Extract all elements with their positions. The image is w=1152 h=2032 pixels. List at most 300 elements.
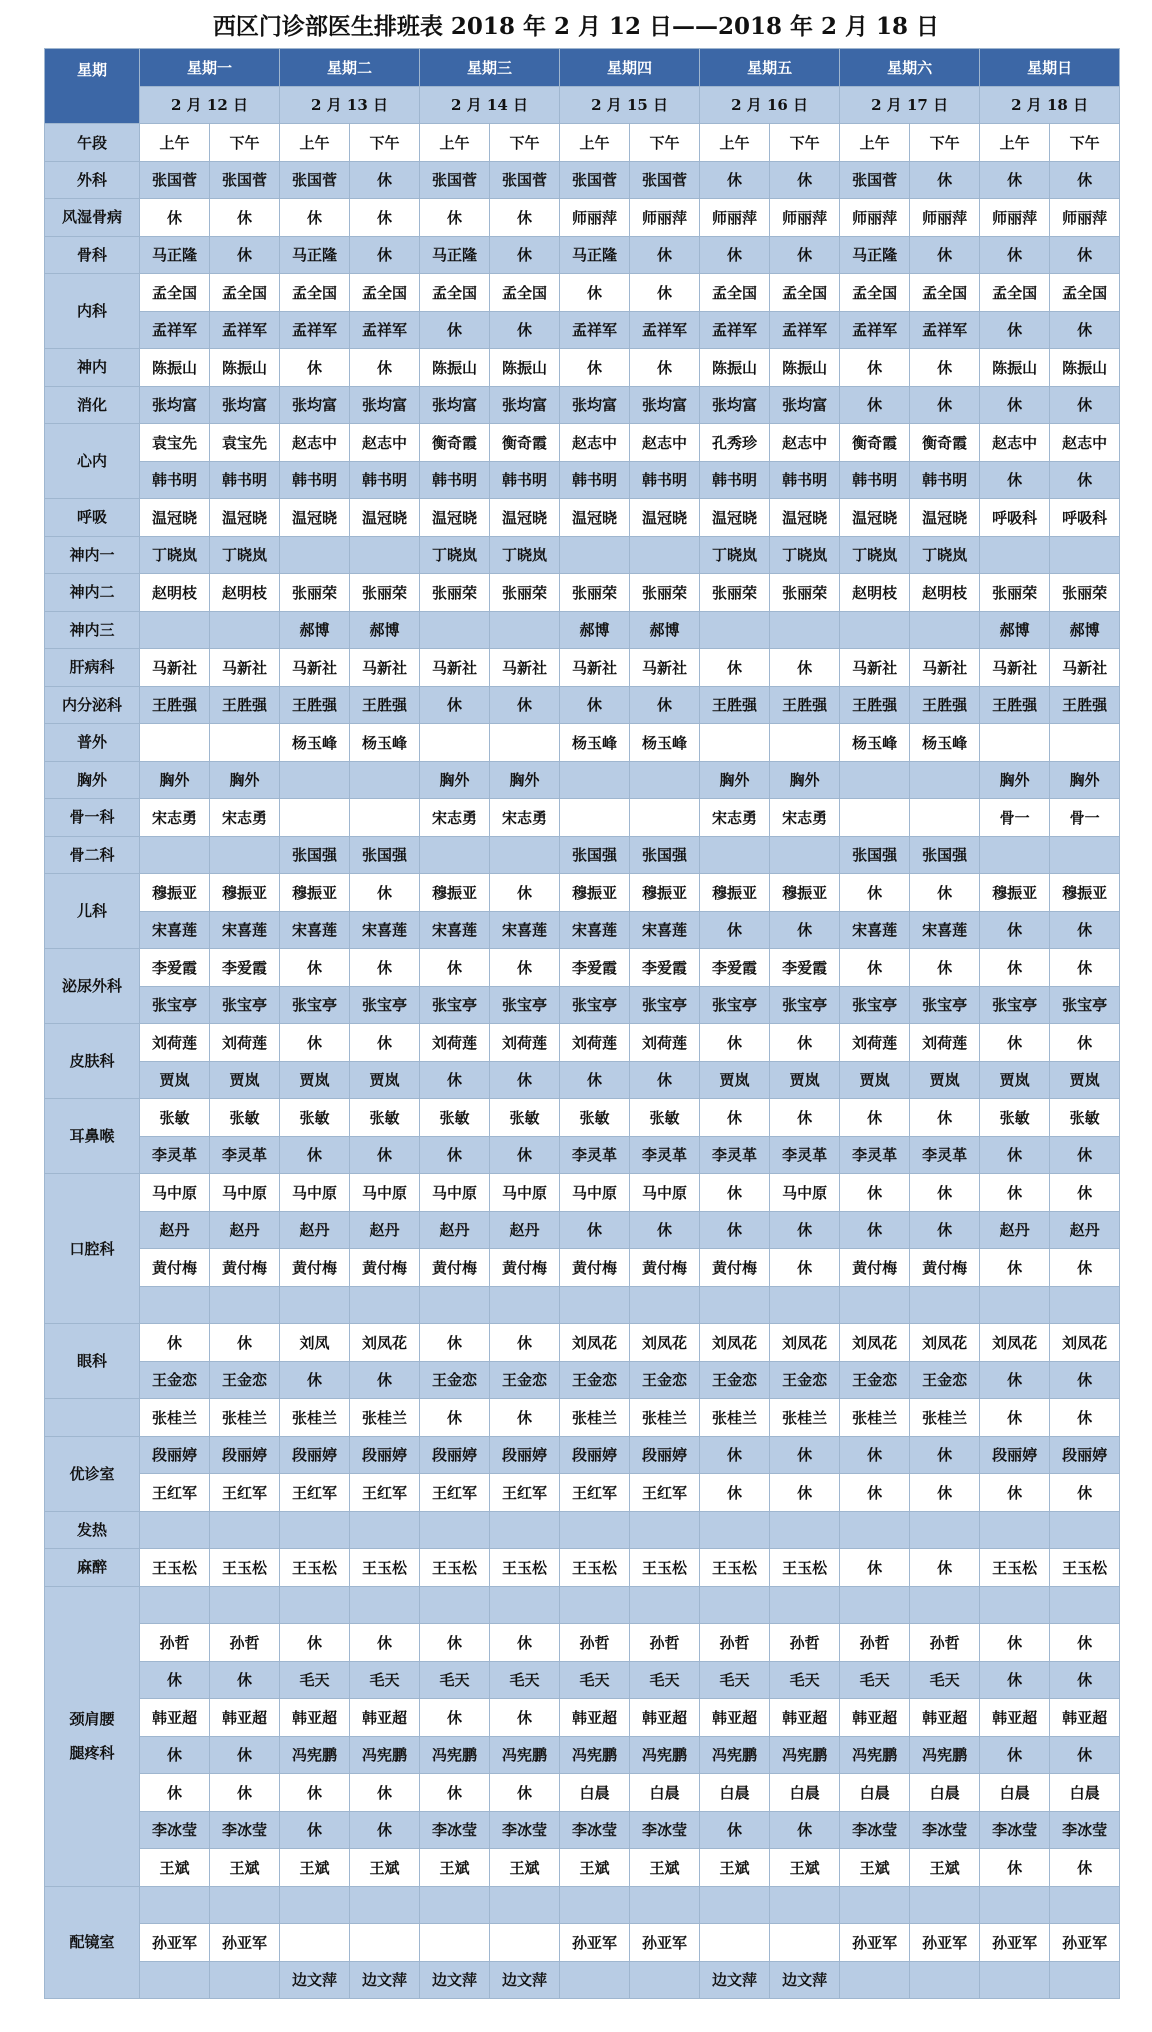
schedule-cell: 张均富 xyxy=(700,386,770,424)
schedule-cell: 孟祥军 xyxy=(210,311,280,349)
schedule-cell: 师丽萍 xyxy=(910,199,980,237)
schedule-cell: 休 xyxy=(210,1736,280,1774)
schedule-cell: 张桂兰 xyxy=(910,1399,980,1437)
schedule-row xyxy=(45,761,1120,799)
department-label: 心内 xyxy=(45,424,140,499)
schedule-cell: 韩书明 xyxy=(630,461,700,499)
schedule-cell: 胸外 xyxy=(140,761,210,799)
schedule-cell: 休 xyxy=(350,949,420,987)
schedule-cell: 休 xyxy=(1050,1361,1120,1399)
schedule-cell: 休 xyxy=(420,949,490,987)
schedule-cell: 白晨 xyxy=(630,1774,700,1812)
schedule-cell: 休 xyxy=(420,1324,490,1362)
schedule-cell xyxy=(770,1511,840,1549)
schedule-cell: 张均富 xyxy=(210,386,280,424)
schedule-cell: 休 xyxy=(1050,1136,1120,1174)
schedule-cell xyxy=(490,1286,560,1324)
schedule-cell: 刘荷莲 xyxy=(560,1024,630,1062)
schedule-cell: 毛天 xyxy=(350,1661,420,1699)
schedule-body xyxy=(45,49,1120,1999)
schedule-cell: 休 xyxy=(490,874,560,912)
schedule-cell xyxy=(280,1586,350,1624)
date-header: 2 月 18 日 xyxy=(980,86,1120,124)
schedule-cell: 王金恋 xyxy=(210,1361,280,1399)
department-label: 发热 xyxy=(45,1511,140,1549)
schedule-cell: 王金恋 xyxy=(140,1361,210,1399)
schedule-cell: 刘荷莲 xyxy=(420,1024,490,1062)
schedule-cell: 黄付梅 xyxy=(490,1249,560,1287)
schedule-cell xyxy=(350,1286,420,1324)
schedule-cell: 王胜强 xyxy=(210,686,280,724)
schedule-cell xyxy=(210,1961,280,1999)
schedule-cell: 毛天 xyxy=(910,1661,980,1699)
schedule-cell: 胸外 xyxy=(490,761,560,799)
schedule-cell: 黄付梅 xyxy=(140,1249,210,1287)
schedule-cell xyxy=(770,1924,840,1962)
schedule-cell: 休 xyxy=(210,1661,280,1699)
schedule-cell: 王斌 xyxy=(490,1849,560,1887)
schedule-cell xyxy=(280,761,350,799)
schedule-cell: 休 xyxy=(980,949,1050,987)
schedule-cell: 衡奇霞 xyxy=(910,424,980,462)
schedule-cell xyxy=(420,1586,490,1624)
schedule-cell xyxy=(210,1511,280,1549)
schedule-cell: 休 xyxy=(840,1474,910,1512)
schedule-cell: 贾岚 xyxy=(350,1061,420,1099)
schedule-cell: 张国菅 xyxy=(140,161,210,199)
schedule-cell: 休 xyxy=(980,1849,1050,1887)
schedule-cell: 休 xyxy=(630,349,700,387)
schedule-cell: 休 xyxy=(140,1324,210,1362)
schedule-cell: 孟全国 xyxy=(420,274,490,312)
schedule-cell: 休 xyxy=(840,386,910,424)
schedule-cell xyxy=(490,611,560,649)
schedule-cell: 休 xyxy=(140,1736,210,1774)
schedule-cell: 张丽荣 xyxy=(630,574,700,612)
schedule-cell: 宋喜莲 xyxy=(210,911,280,949)
schedule-row xyxy=(45,799,1120,837)
schedule-cell: 休 xyxy=(910,949,980,987)
schedule-cell xyxy=(560,761,630,799)
schedule-cell: 杨玉峰 xyxy=(560,724,630,762)
schedule-cell: 张敏 xyxy=(980,1099,1050,1137)
schedule-cell: 休 xyxy=(280,1024,350,1062)
schedule-cell: 韩亚超 xyxy=(280,1699,350,1737)
schedule-cell: 马正隆 xyxy=(140,236,210,274)
schedule-cell: 师丽萍 xyxy=(840,199,910,237)
schedule-cell: 休 xyxy=(1050,236,1120,274)
schedule-cell: 李灵革 xyxy=(910,1136,980,1174)
schedule-cell: 孟全国 xyxy=(980,274,1050,312)
schedule-cell: 孟祥军 xyxy=(630,311,700,349)
schedule-cell: 休 xyxy=(770,1811,840,1849)
weekday-header: 星期一 xyxy=(140,49,280,87)
schedule-cell: 孟祥军 xyxy=(560,311,630,349)
schedule-cell: 韩亚超 xyxy=(630,1699,700,1737)
schedule-cell: 冯宪鹏 xyxy=(490,1736,560,1774)
schedule-cell: 张敏 xyxy=(490,1099,560,1137)
schedule-cell: 休 xyxy=(770,1211,840,1249)
schedule-cell: 休 xyxy=(280,1774,350,1812)
schedule-cell: 张宝亭 xyxy=(140,986,210,1024)
schedule-row xyxy=(45,199,1120,237)
schedule-cell: 杨玉峰 xyxy=(910,724,980,762)
schedule-cell: 赵丹 xyxy=(1050,1211,1120,1249)
schedule-cell xyxy=(490,836,560,874)
schedule-cell: 郝博 xyxy=(280,611,350,649)
schedule-cell: 休 xyxy=(1050,1661,1120,1699)
schedule-cell: 黄付梅 xyxy=(210,1249,280,1287)
schedule-cell: 休 xyxy=(1050,1474,1120,1512)
schedule-cell: 休 xyxy=(700,1474,770,1512)
schedule-cell: 王金恋 xyxy=(840,1361,910,1399)
schedule-cell: 王玉松 xyxy=(560,1549,630,1587)
schedule-cell: 休 xyxy=(980,1136,1050,1174)
schedule-cell: 冯宪鹏 xyxy=(350,1736,420,1774)
session-cell: 下午 xyxy=(910,124,980,162)
schedule-row xyxy=(45,611,1120,649)
schedule-cell: 王斌 xyxy=(350,1849,420,1887)
schedule-cell: 孙亚军 xyxy=(210,1924,280,1962)
schedule-cell: 李灵革 xyxy=(700,1136,770,1174)
schedule-cell: 马中原 xyxy=(140,1174,210,1212)
session-cell: 上午 xyxy=(140,124,210,162)
schedule-cell: 陈振山 xyxy=(490,349,560,387)
schedule-cell: 休 xyxy=(1050,1624,1120,1662)
schedule-row xyxy=(45,536,1120,574)
schedule-cell: 王金恋 xyxy=(770,1361,840,1399)
schedule-cell: 张丽荣 xyxy=(1050,574,1120,612)
schedule-cell: 王玉松 xyxy=(280,1549,350,1587)
schedule-cell: 孟全国 xyxy=(770,274,840,312)
department-label: 骨一科 xyxy=(45,799,140,837)
department-label: 神内二 xyxy=(45,574,140,612)
schedule-cell: 休 xyxy=(630,1061,700,1099)
schedule-cell: 丁晓岚 xyxy=(910,536,980,574)
schedule-cell: 休 xyxy=(350,1774,420,1812)
schedule-cell: 张桂兰 xyxy=(350,1399,420,1437)
schedule-cell: 休 xyxy=(980,1249,1050,1287)
schedule-cell: 韩书明 xyxy=(280,461,350,499)
schedule-cell xyxy=(840,1286,910,1324)
schedule-cell xyxy=(840,1511,910,1549)
schedule-row xyxy=(45,1324,1120,1362)
schedule-cell: 休 xyxy=(910,1174,980,1212)
schedule-cell: 张国强 xyxy=(350,836,420,874)
schedule-cell: 刘荷莲 xyxy=(840,1024,910,1062)
schedule-cell: 孙哲 xyxy=(140,1624,210,1662)
schedule-cell: 休 xyxy=(490,1774,560,1812)
schedule-cell: 王金恋 xyxy=(910,1361,980,1399)
schedule-cell: 温冠晓 xyxy=(140,499,210,537)
schedule-cell: 张宝亭 xyxy=(700,986,770,1024)
weekday-header: 星期二 xyxy=(280,49,420,87)
schedule-row xyxy=(45,724,1120,762)
schedule-cell: 韩书明 xyxy=(560,461,630,499)
schedule-row xyxy=(45,1099,1120,1137)
schedule-table xyxy=(44,48,1120,1999)
schedule-cell xyxy=(630,1961,700,1999)
schedule-cell: 毛天 xyxy=(560,1661,630,1699)
schedule-row xyxy=(45,949,1120,987)
schedule-cell: 边文萍 xyxy=(280,1961,350,1999)
schedule-cell: 休 xyxy=(350,349,420,387)
schedule-cell: 休 xyxy=(420,199,490,237)
schedule-cell xyxy=(910,1511,980,1549)
schedule-cell: 宋喜莲 xyxy=(840,911,910,949)
schedule-cell: 赵丹 xyxy=(140,1211,210,1249)
schedule-cell: 王斌 xyxy=(630,1849,700,1887)
schedule-cell: 休 xyxy=(490,311,560,349)
schedule-cell: 张敏 xyxy=(280,1099,350,1137)
date-header: 2 月 16 日 xyxy=(700,86,840,124)
department-label: 胸外 xyxy=(45,761,140,799)
schedule-cell xyxy=(420,1511,490,1549)
schedule-cell: 休 xyxy=(700,1211,770,1249)
schedule-cell xyxy=(630,1511,700,1549)
schedule-cell: 休 xyxy=(840,874,910,912)
schedule-cell: 衡奇霞 xyxy=(490,424,560,462)
schedule-cell xyxy=(560,1586,630,1624)
schedule-cell: 马新社 xyxy=(840,649,910,687)
schedule-cell: 张桂兰 xyxy=(840,1399,910,1437)
schedule-cell: 休 xyxy=(910,1211,980,1249)
schedule-cell: 休 xyxy=(140,1774,210,1812)
schedule-cell: 段丽婷 xyxy=(1050,1436,1120,1474)
schedule-row xyxy=(45,499,1120,537)
schedule-cell: 休 xyxy=(980,161,1050,199)
schedule-cell xyxy=(140,1511,210,1549)
schedule-cell xyxy=(420,724,490,762)
schedule-cell: 张敏 xyxy=(140,1099,210,1137)
schedule-cell: 边文萍 xyxy=(350,1961,420,1999)
schedule-cell: 师丽萍 xyxy=(560,199,630,237)
schedule-cell: 段丽婷 xyxy=(280,1436,350,1474)
schedule-cell: 陈振山 xyxy=(770,349,840,387)
department-label: 消化 xyxy=(45,386,140,424)
session-cell: 上午 xyxy=(700,124,770,162)
schedule-cell: 冯宪鹏 xyxy=(420,1736,490,1774)
date-header: 2 月 13 日 xyxy=(280,86,420,124)
date-header: 2 月 12 日 xyxy=(140,86,280,124)
schedule-cell: 孟全国 xyxy=(1050,274,1120,312)
schedule-cell: 宋喜莲 xyxy=(490,911,560,949)
schedule-cell xyxy=(210,1586,280,1624)
schedule-cell: 休 xyxy=(420,1136,490,1174)
schedule-cell: 休 xyxy=(910,1099,980,1137)
schedule-cell: 马中原 xyxy=(630,1174,700,1212)
schedule-cell: 温冠晓 xyxy=(490,499,560,537)
schedule-cell: 段丽婷 xyxy=(630,1436,700,1474)
schedule-cell: 郝博 xyxy=(560,611,630,649)
schedule-cell: 休 xyxy=(490,1324,560,1362)
department-label: 神内三 xyxy=(45,611,140,649)
schedule-cell: 张桂兰 xyxy=(210,1399,280,1437)
schedule-cell: 马新社 xyxy=(280,649,350,687)
schedule-cell: 刘凤花 xyxy=(630,1324,700,1362)
schedule-cell: 冯宪鹏 xyxy=(840,1736,910,1774)
schedule-cell: 王玉松 xyxy=(770,1549,840,1587)
schedule-cell: 胸外 xyxy=(210,761,280,799)
schedule-cell: 休 xyxy=(210,1324,280,1362)
schedule-cell: 王金恋 xyxy=(630,1361,700,1399)
schedule-cell: 孙哲 xyxy=(630,1624,700,1662)
schedule-cell: 温冠晓 xyxy=(910,499,980,537)
schedule-cell: 张敏 xyxy=(210,1099,280,1137)
schedule-cell xyxy=(1050,1511,1120,1549)
schedule-cell: 袁宝先 xyxy=(210,424,280,462)
schedule-cell: 休 xyxy=(1050,911,1120,949)
schedule-cell: 韩书明 xyxy=(140,461,210,499)
schedule-cell: 王玉松 xyxy=(140,1549,210,1587)
schedule-row xyxy=(45,461,1120,499)
schedule-cell: 马中原 xyxy=(420,1174,490,1212)
date-header: 2 月 15 日 xyxy=(560,86,700,124)
schedule-cell xyxy=(280,1886,350,1924)
schedule-cell xyxy=(350,799,420,837)
schedule-cell: 王红军 xyxy=(140,1474,210,1512)
schedule-cell: 温冠晓 xyxy=(280,499,350,537)
schedule-cell xyxy=(980,724,1050,762)
schedule-cell: 马新社 xyxy=(630,649,700,687)
schedule-cell xyxy=(350,1586,420,1624)
schedule-row xyxy=(45,1849,1120,1887)
schedule-cell: 休 xyxy=(630,686,700,724)
schedule-row xyxy=(45,1249,1120,1287)
schedule-cell: 韩亚超 xyxy=(140,1699,210,1737)
schedule-cell: 温冠晓 xyxy=(420,499,490,537)
schedule-cell: 王胜强 xyxy=(280,686,350,724)
schedule-cell: 休 xyxy=(700,1436,770,1474)
weekday-header: 星期日 xyxy=(980,49,1120,87)
schedule-cell: 马新社 xyxy=(350,649,420,687)
schedule-cell: 衡奇霞 xyxy=(840,424,910,462)
schedule-row xyxy=(45,1286,1120,1324)
schedule-cell xyxy=(770,1586,840,1624)
schedule-row xyxy=(45,1774,1120,1812)
schedule-cell: 韩书明 xyxy=(700,461,770,499)
schedule-cell: 孟祥军 xyxy=(770,311,840,349)
schedule-cell xyxy=(630,536,700,574)
schedule-cell: 马中原 xyxy=(280,1174,350,1212)
department-label: 神内一 xyxy=(45,536,140,574)
schedule-cell: 王胜强 xyxy=(350,686,420,724)
schedule-cell: 休 xyxy=(840,1174,910,1212)
schedule-cell: 穆振亚 xyxy=(630,874,700,912)
schedule-cell: 张国强 xyxy=(630,836,700,874)
schedule-cell xyxy=(1050,1886,1120,1924)
schedule-row xyxy=(45,1961,1120,1999)
department-label: 骨科 xyxy=(45,236,140,274)
schedule-cell: 李冰莹 xyxy=(910,1811,980,1849)
schedule-cell: 休 xyxy=(770,1474,840,1512)
schedule-cell: 休 xyxy=(700,911,770,949)
schedule-cell: 王红军 xyxy=(350,1474,420,1512)
weekday-header: 星期五 xyxy=(700,49,840,87)
schedule-cell: 毛天 xyxy=(490,1661,560,1699)
schedule-cell: 宋喜莲 xyxy=(630,911,700,949)
schedule-cell: 张丽荣 xyxy=(280,574,350,612)
schedule-cell: 休 xyxy=(490,686,560,724)
schedule-cell: 穆振亚 xyxy=(700,874,770,912)
schedule-cell: 马新社 xyxy=(420,649,490,687)
schedule-cell: 韩亚超 xyxy=(980,1699,1050,1737)
schedule-cell: 休 xyxy=(420,1624,490,1662)
schedule-cell: 休 xyxy=(490,236,560,274)
schedule-cell: 休 xyxy=(980,1624,1050,1662)
schedule-cell: 黄付梅 xyxy=(630,1249,700,1287)
schedule-cell: 休 xyxy=(840,349,910,387)
schedule-cell: 贾岚 xyxy=(770,1061,840,1099)
schedule-cell xyxy=(210,724,280,762)
schedule-cell: 陈振山 xyxy=(140,349,210,387)
schedule-cell: 休 xyxy=(350,1624,420,1662)
schedule-cell: 张宝亭 xyxy=(350,986,420,1024)
schedule-cell: 王玉松 xyxy=(210,1549,280,1587)
schedule-cell: 休 xyxy=(350,874,420,912)
schedule-cell: 王斌 xyxy=(210,1849,280,1887)
schedule-cell: 张宝亭 xyxy=(560,986,630,1024)
schedule-cell: 休 xyxy=(350,1024,420,1062)
schedule-cell: 休 xyxy=(490,1624,560,1662)
schedule-row xyxy=(45,649,1120,687)
schedule-cell xyxy=(560,1511,630,1549)
schedule-cell xyxy=(770,1886,840,1924)
schedule-cell: 贾岚 xyxy=(980,1061,1050,1099)
schedule-cell: 休 xyxy=(1050,1736,1120,1774)
schedule-cell: 李冰莹 xyxy=(490,1811,560,1849)
schedule-cell: 孙亚军 xyxy=(1050,1924,1120,1962)
schedule-cell: 穆振亚 xyxy=(770,874,840,912)
schedule-cell: 温冠晓 xyxy=(560,499,630,537)
schedule-cell: 休 xyxy=(910,1436,980,1474)
schedule-row xyxy=(45,1474,1120,1512)
schedule-cell xyxy=(630,1886,700,1924)
schedule-cell: 黄付梅 xyxy=(420,1249,490,1287)
schedule-cell: 马正隆 xyxy=(280,236,350,274)
schedule-row xyxy=(45,386,1120,424)
schedule-cell xyxy=(700,1511,770,1549)
schedule-cell: 休 xyxy=(700,1174,770,1212)
schedule-cell: 李灵革 xyxy=(770,1136,840,1174)
schedule-cell: 张国强 xyxy=(280,836,350,874)
schedule-cell: 张敏 xyxy=(350,1099,420,1137)
schedule-cell: 张桂兰 xyxy=(700,1399,770,1437)
schedule-cell xyxy=(700,1586,770,1624)
schedule-cell: 张敏 xyxy=(560,1099,630,1137)
schedule-cell: 刘凤花 xyxy=(700,1324,770,1362)
schedule-cell: 王斌 xyxy=(420,1849,490,1887)
schedule-cell: 休 xyxy=(1050,1024,1120,1062)
schedule-cell xyxy=(350,761,420,799)
schedule-cell xyxy=(630,1286,700,1324)
schedule-cell: 休 xyxy=(490,1136,560,1174)
schedule-cell: 杨玉峰 xyxy=(350,724,420,762)
schedule-cell: 冯宪鹏 xyxy=(910,1736,980,1774)
schedule-cell: 韩书明 xyxy=(210,461,280,499)
schedule-cell: 孙哲 xyxy=(910,1624,980,1662)
schedule-cell: 张宝亭 xyxy=(910,986,980,1024)
department-label: 呼吸 xyxy=(45,499,140,537)
schedule-cell xyxy=(700,1886,770,1924)
schedule-cell: 休 xyxy=(770,161,840,199)
schedule-cell: 孙亚军 xyxy=(560,1924,630,1962)
department-label xyxy=(45,1399,140,1437)
schedule-cell: 张宝亭 xyxy=(840,986,910,1024)
schedule-cell: 赵志中 xyxy=(280,424,350,462)
schedule-cell: 黄付梅 xyxy=(560,1249,630,1287)
schedule-cell: 李冰莹 xyxy=(560,1811,630,1849)
